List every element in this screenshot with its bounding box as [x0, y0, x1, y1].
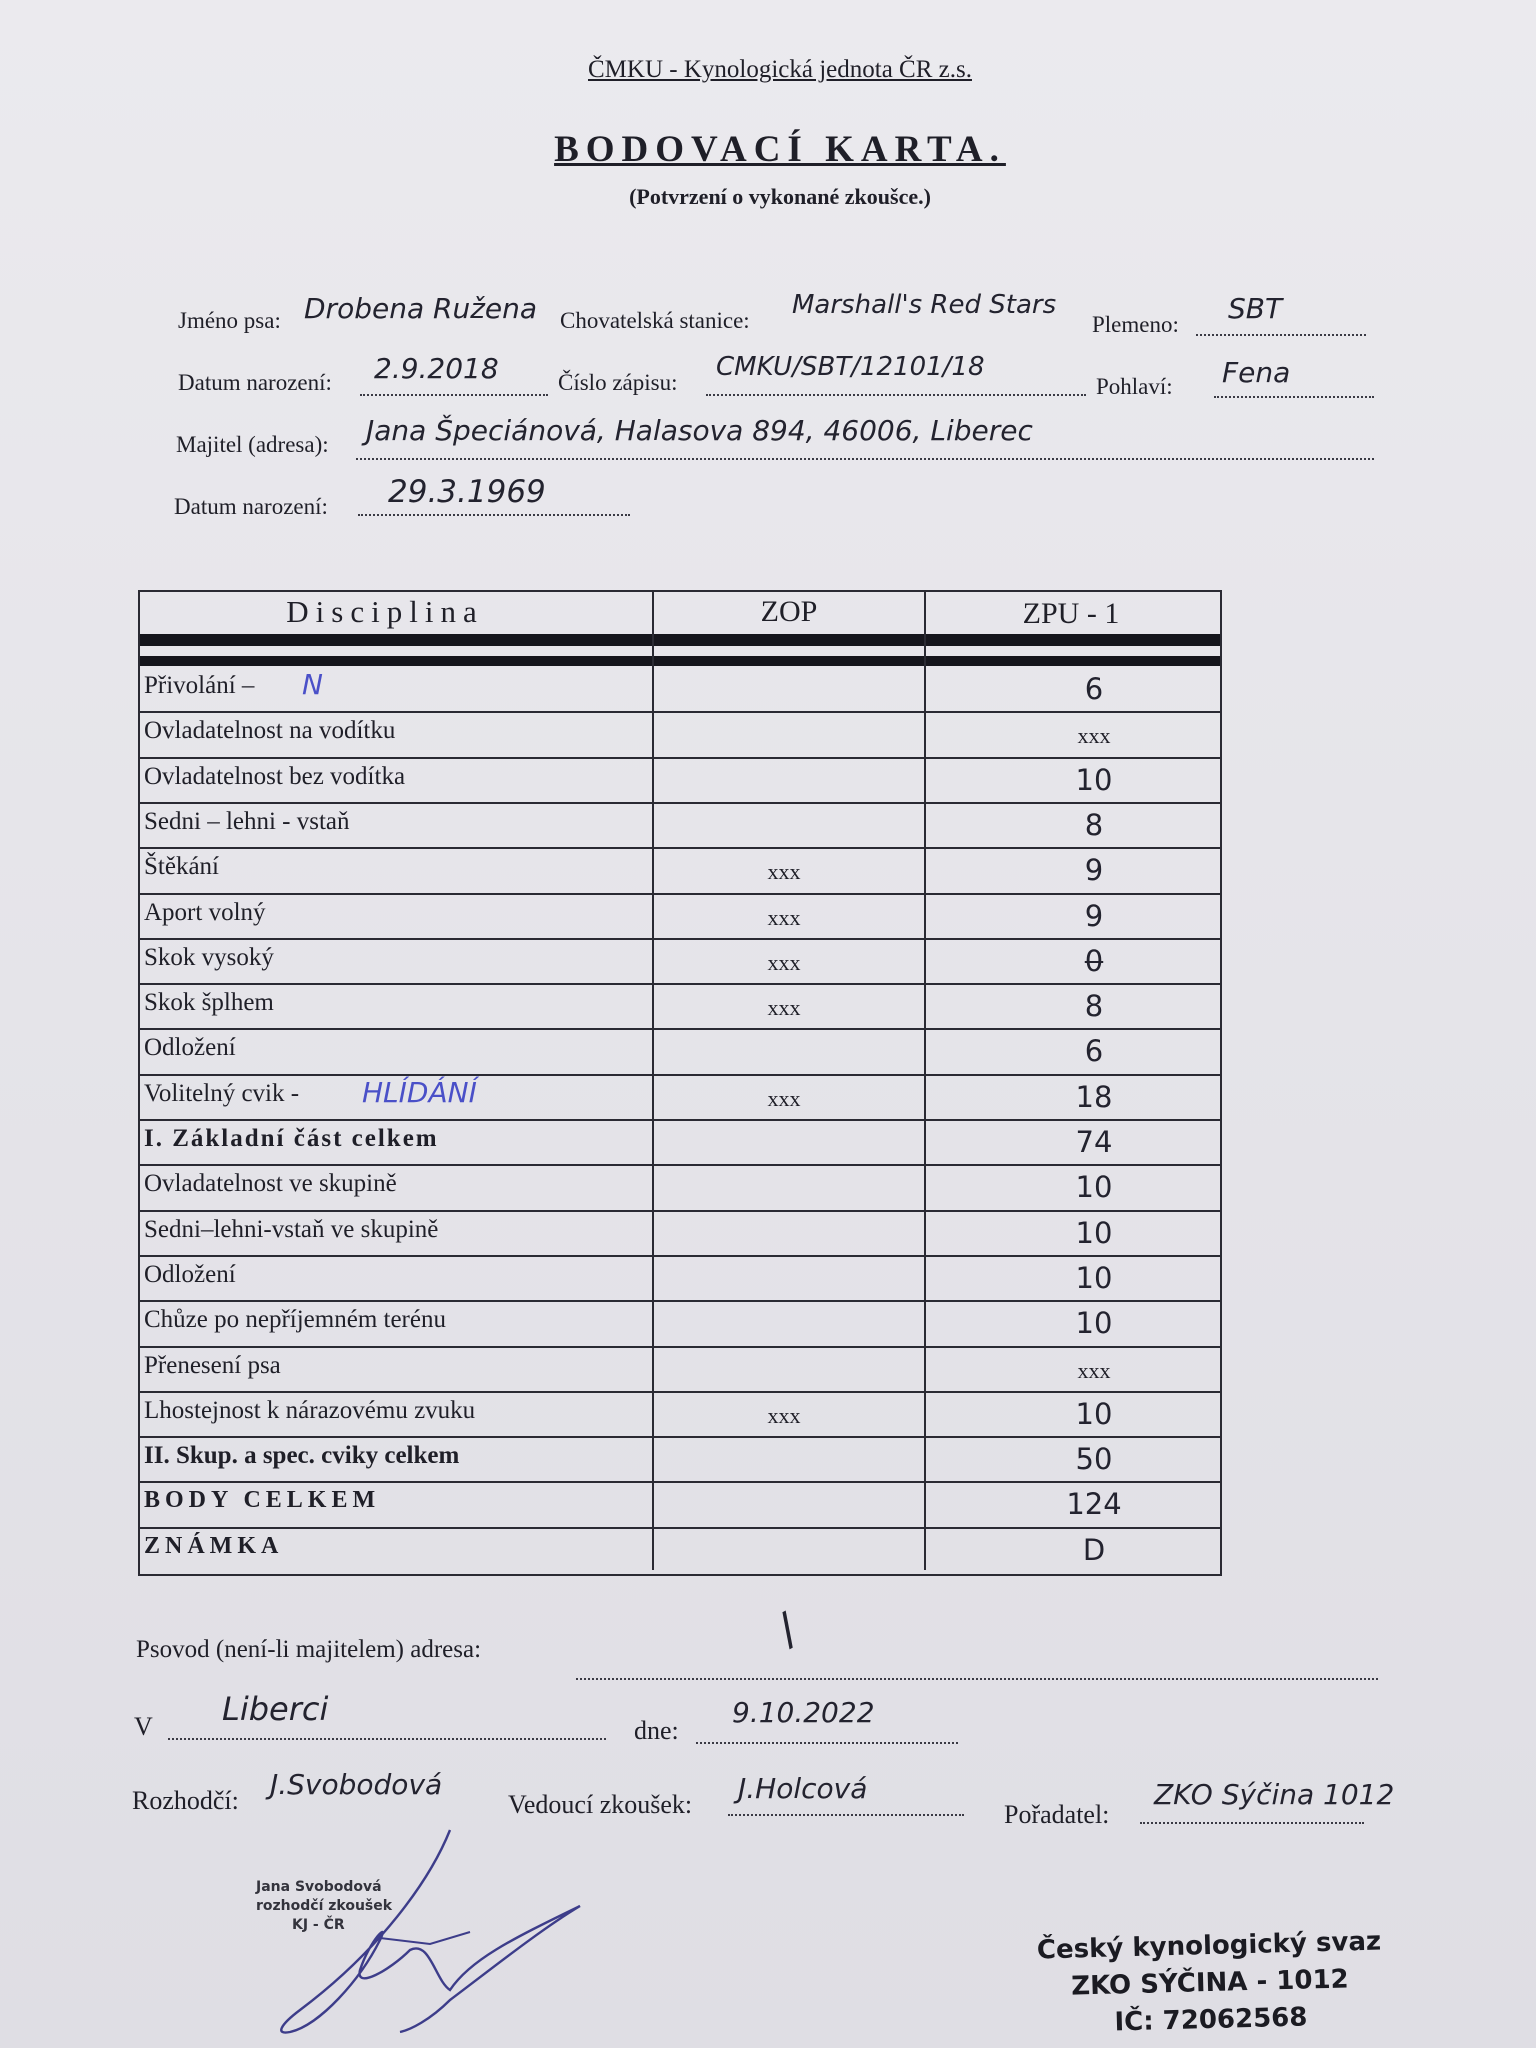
zpu-cell: 9	[1084, 898, 1104, 933]
row-label: Ovladatelnost bez vodítka	[144, 762, 406, 790]
zpu-cell: 10	[1075, 762, 1113, 797]
date-dotted-line	[696, 1742, 958, 1744]
row-divider	[140, 1436, 1220, 1438]
row-label: ZNÁMKA	[144, 1532, 284, 1559]
place-dotted-line	[168, 1738, 606, 1740]
judge-signature	[260, 1820, 600, 2040]
zpu-cell: 10	[1075, 1306, 1113, 1341]
zop-cell: xxx	[767, 1402, 801, 1428]
row-label: Chůze po nepříjemném terénu	[144, 1306, 446, 1334]
row-label: Sedni – lehni - vstaň	[144, 807, 350, 835]
row-label: Odložení	[144, 1260, 236, 1288]
zop-cell: xxx	[767, 949, 801, 975]
row-divider	[140, 893, 1220, 895]
row-divider	[140, 1119, 1220, 1121]
exam-lead-value: J.Holcová	[738, 1772, 868, 1805]
registration-dotted-line	[706, 394, 1086, 396]
registration-label: Číslo zápisu:	[558, 370, 678, 395]
zpu-cell: 8	[1084, 807, 1104, 842]
handler-label: Psovod (není-li majitelem) adresa:	[136, 1636, 482, 1663]
zpu-cell: 74	[1075, 1125, 1113, 1159]
row-divider	[140, 1391, 1220, 1393]
owner-label: Majitel (adresa):	[176, 432, 329, 457]
dog-name-label: Jméno psa:	[178, 308, 281, 333]
row-label: II. Skup. a spec. cviky celkem	[144, 1442, 460, 1470]
judge-stamp-line1: Jana Svobodová	[256, 1879, 382, 1895]
header-zpu: ZPU - 1	[1022, 597, 1120, 630]
row-divider	[140, 711, 1220, 713]
zpu-cell: 10	[1075, 1170, 1113, 1205]
row-divider	[140, 983, 1220, 985]
zop-cell: xxx	[767, 859, 801, 885]
zpu-cell: 10	[1075, 1215, 1113, 1250]
kennel-value: Marshall's Red Stars	[792, 290, 1057, 320]
club-stamp-line3: IČ: 72062568	[1114, 2002, 1308, 2038]
zpu-cell: 0	[1084, 943, 1104, 978]
row-note: HLÍDÁNÍ	[362, 1075, 477, 1109]
row-label: Skok šplhem	[144, 989, 274, 1017]
kennel-label: Chovatelská stanice:	[560, 308, 750, 333]
club-stamp	[1029, 1923, 1392, 2043]
column-divider-zpu	[924, 592, 926, 1570]
organization-header: ČMKU - Kynologická jednota ČR z.s.	[588, 56, 972, 83]
club-stamp-line2: ZKO SÝČINA - 1012	[1070, 1964, 1350, 2002]
header-disciplina: Disciplina	[286, 594, 484, 629]
birth-date-value: 2.9.2018	[374, 352, 499, 385]
owner-value: Jana Špeciánová, Halasova 894, 46006, Liberec	[366, 414, 1033, 447]
row-divider	[140, 1481, 1220, 1483]
zpu-cell: xxx	[1077, 1357, 1111, 1383]
row-divider	[140, 1210, 1220, 1212]
zop-cell: xxx	[767, 1085, 801, 1111]
breed-value: SBT	[1228, 292, 1283, 325]
zpu-cell: 10	[1075, 1260, 1113, 1295]
judge-label: Rozhodčí:	[132, 1786, 239, 1815]
exam-lead-label: Vedoucí zkoušek:	[508, 1790, 693, 1819]
document-title: BODOVACÍ KARTA.	[554, 129, 1006, 170]
row-label: I. Základní část celkem	[144, 1125, 439, 1152]
club-stamp-line1: Český kynologický svaz	[1036, 1926, 1382, 1966]
judge-stamp-line3: KJ - ČR	[292, 1917, 345, 1933]
row-divider	[140, 1527, 1220, 1529]
organizer-label: Pořadatel:	[1004, 1800, 1110, 1829]
row-divider	[140, 1028, 1220, 1030]
dog-name-value: Drobena Ružena	[304, 292, 538, 325]
organizer-value: ZKO Sýčina 1012	[1154, 1778, 1395, 1811]
zpu-cell: xxx	[1077, 723, 1111, 749]
birth-date-label: Datum narození:	[178, 370, 332, 395]
registration-value: CMKU/SBT/12101/18	[716, 352, 985, 382]
place-value: Liberci	[222, 1690, 329, 1728]
row-label: Skok vysoký	[144, 943, 274, 971]
handler-dotted-line	[576, 1678, 1378, 1680]
document-subtitle: (Potvrzení o vykonané zkoušce.)	[629, 184, 931, 209]
row-label: Ovladatelnost na vodítku	[144, 717, 396, 745]
row-label: Štěkání	[144, 853, 219, 881]
sex-value: Fena	[1222, 356, 1291, 389]
header-double-rule-top	[140, 634, 1220, 646]
zpu-cell: 50	[1075, 1442, 1113, 1477]
organizer-dotted-line	[1140, 1822, 1364, 1824]
owner-birth-value: 29.3.1969	[388, 474, 546, 510]
zpu-cell: 18	[1075, 1079, 1113, 1114]
handler-value: /	[768, 1603, 806, 1656]
row-label: BODY CELKEM	[144, 1487, 381, 1514]
header-zop: ZOP	[760, 595, 818, 628]
place-label: V	[134, 1712, 153, 1741]
zpu-cell: 10	[1075, 1396, 1113, 1431]
date-label: dne:	[634, 1716, 679, 1745]
row-note: N	[302, 668, 323, 701]
zpu-cell: 8	[1084, 989, 1104, 1024]
row-divider	[140, 1255, 1220, 1257]
row-label: Přenesení psa	[144, 1351, 281, 1379]
row-divider	[140, 802, 1220, 804]
zop-cell: xxx	[767, 904, 801, 930]
judge-stamp-line2: rozhodčí zkoušek	[256, 1898, 393, 1914]
row-label: Přivolání –	[144, 672, 255, 699]
score-table	[138, 590, 1222, 1576]
row-label: Sedni–lehni-vstaň ve skupině	[144, 1215, 439, 1243]
zpu-cell: 6	[1084, 1034, 1104, 1069]
column-divider-zop	[652, 592, 654, 1570]
header-double-rule-bottom	[140, 656, 1220, 666]
row-divider	[140, 847, 1220, 849]
zpu-cell: D	[1082, 1532, 1106, 1567]
judge-value: J.Svobodová	[270, 1768, 443, 1801]
zpu-cell: 9	[1084, 853, 1104, 888]
zpu-cell: 6	[1084, 672, 1104, 706]
row-label: Aport volný	[144, 898, 266, 926]
date-value: 9.10.2022	[732, 1696, 875, 1729]
owner-birth-dotted-line	[358, 514, 630, 516]
breed-label: Plemeno:	[1092, 312, 1179, 337]
row-divider	[140, 1346, 1220, 1348]
exam-lead-dotted-line	[728, 1814, 964, 1816]
row-label: Odložení	[144, 1034, 236, 1062]
zop-cell: xxx	[767, 995, 801, 1021]
breed-dotted-line	[1196, 334, 1366, 336]
owner-dotted-line	[356, 458, 1374, 460]
row-divider	[140, 1164, 1220, 1166]
row-label: Ovladatelnost ve skupině	[144, 1170, 397, 1198]
row-label: Lhostejnost k nárazovému zvuku	[144, 1396, 476, 1424]
row-divider	[140, 938, 1220, 940]
owner-birth-label: Datum narození:	[174, 494, 328, 519]
sex-dotted-line	[1214, 396, 1374, 398]
row-divider	[140, 1074, 1220, 1076]
sex-label: Pohlaví:	[1096, 374, 1173, 399]
row-divider	[140, 757, 1220, 759]
zpu-cell: 124	[1066, 1487, 1122, 1522]
birth-date-dotted-line	[360, 394, 548, 396]
row-label: Volitelný cvik -	[144, 1079, 300, 1107]
row-divider	[140, 1300, 1220, 1302]
